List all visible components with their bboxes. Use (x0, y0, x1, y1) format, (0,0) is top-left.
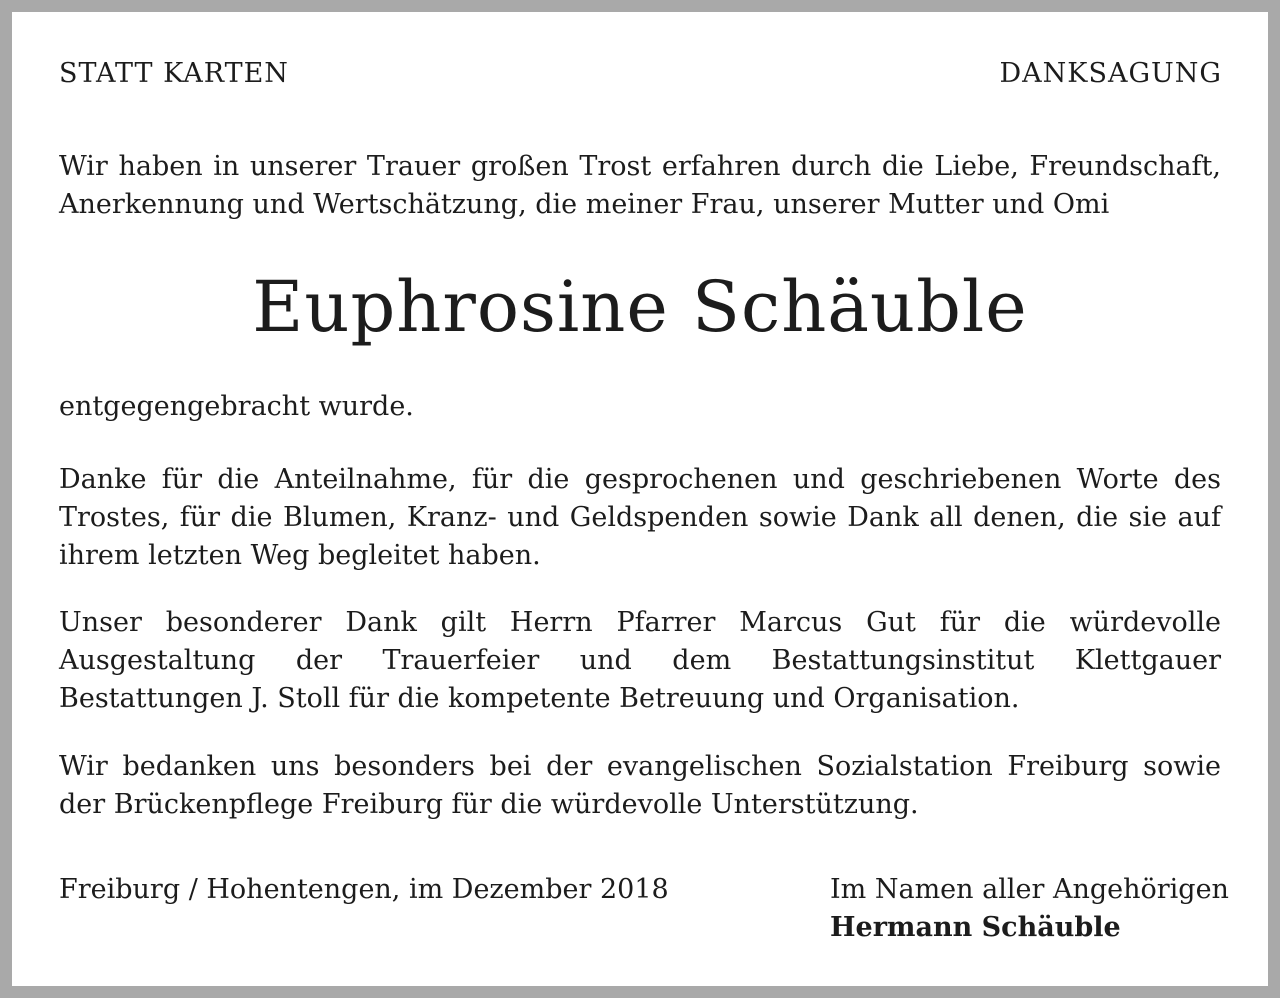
place-date: Freiburg / Hohentengen, im Dezember 2018 (59, 874, 669, 905)
special-thanks-paragraph: Unser besonderer Dank gilt Herrn Pfarrer Marcus Gut für die würdevolle Ausgestaltung der Trauerfeier und dem Bestattungsinstitut Klettgauer Bestattungen J. Stoll für die kompetente Betreuung und Organisation. (59, 607, 1221, 714)
obituary-notice (12, 12, 1268, 986)
signer-name: Hermann Schäuble (830, 912, 1121, 943)
signature-block (830, 871, 1229, 947)
thanks-paragraph: Danke für die Anteilnahme, für die gesprochenen und geschriebenen Worte des Trostes, für die Blumen, Kranz- und Geldspenden sowie Dank all denen, die sie auf ihrem letzten Weg begleitet haben. (59, 464, 1221, 571)
intro-end: entgegengebracht wurde. (59, 391, 414, 422)
header-statt-karten: STATT KARTEN (59, 58, 289, 89)
deceased-name: Euphrosine Schäuble (252, 266, 1028, 348)
header-danksagung: DANKSAGUNG (999, 58, 1222, 89)
on-behalf-text: Im Namen aller Angehörigen (830, 874, 1229, 905)
intro-paragraph: Wir haben in unserer Trauer großen Trost erfahren durch die Liebe, Freundschaft, Anerkennung und Wertschätzung, die meiner Frau, unserer Mutter und Omi (59, 151, 1221, 220)
care-thanks-paragraph: Wir bedanken uns besonders bei der evangelischen Sozialstation Freiburg sowie der Brückenpflege Freiburg für die würdevolle Unterstützung. (59, 751, 1221, 820)
